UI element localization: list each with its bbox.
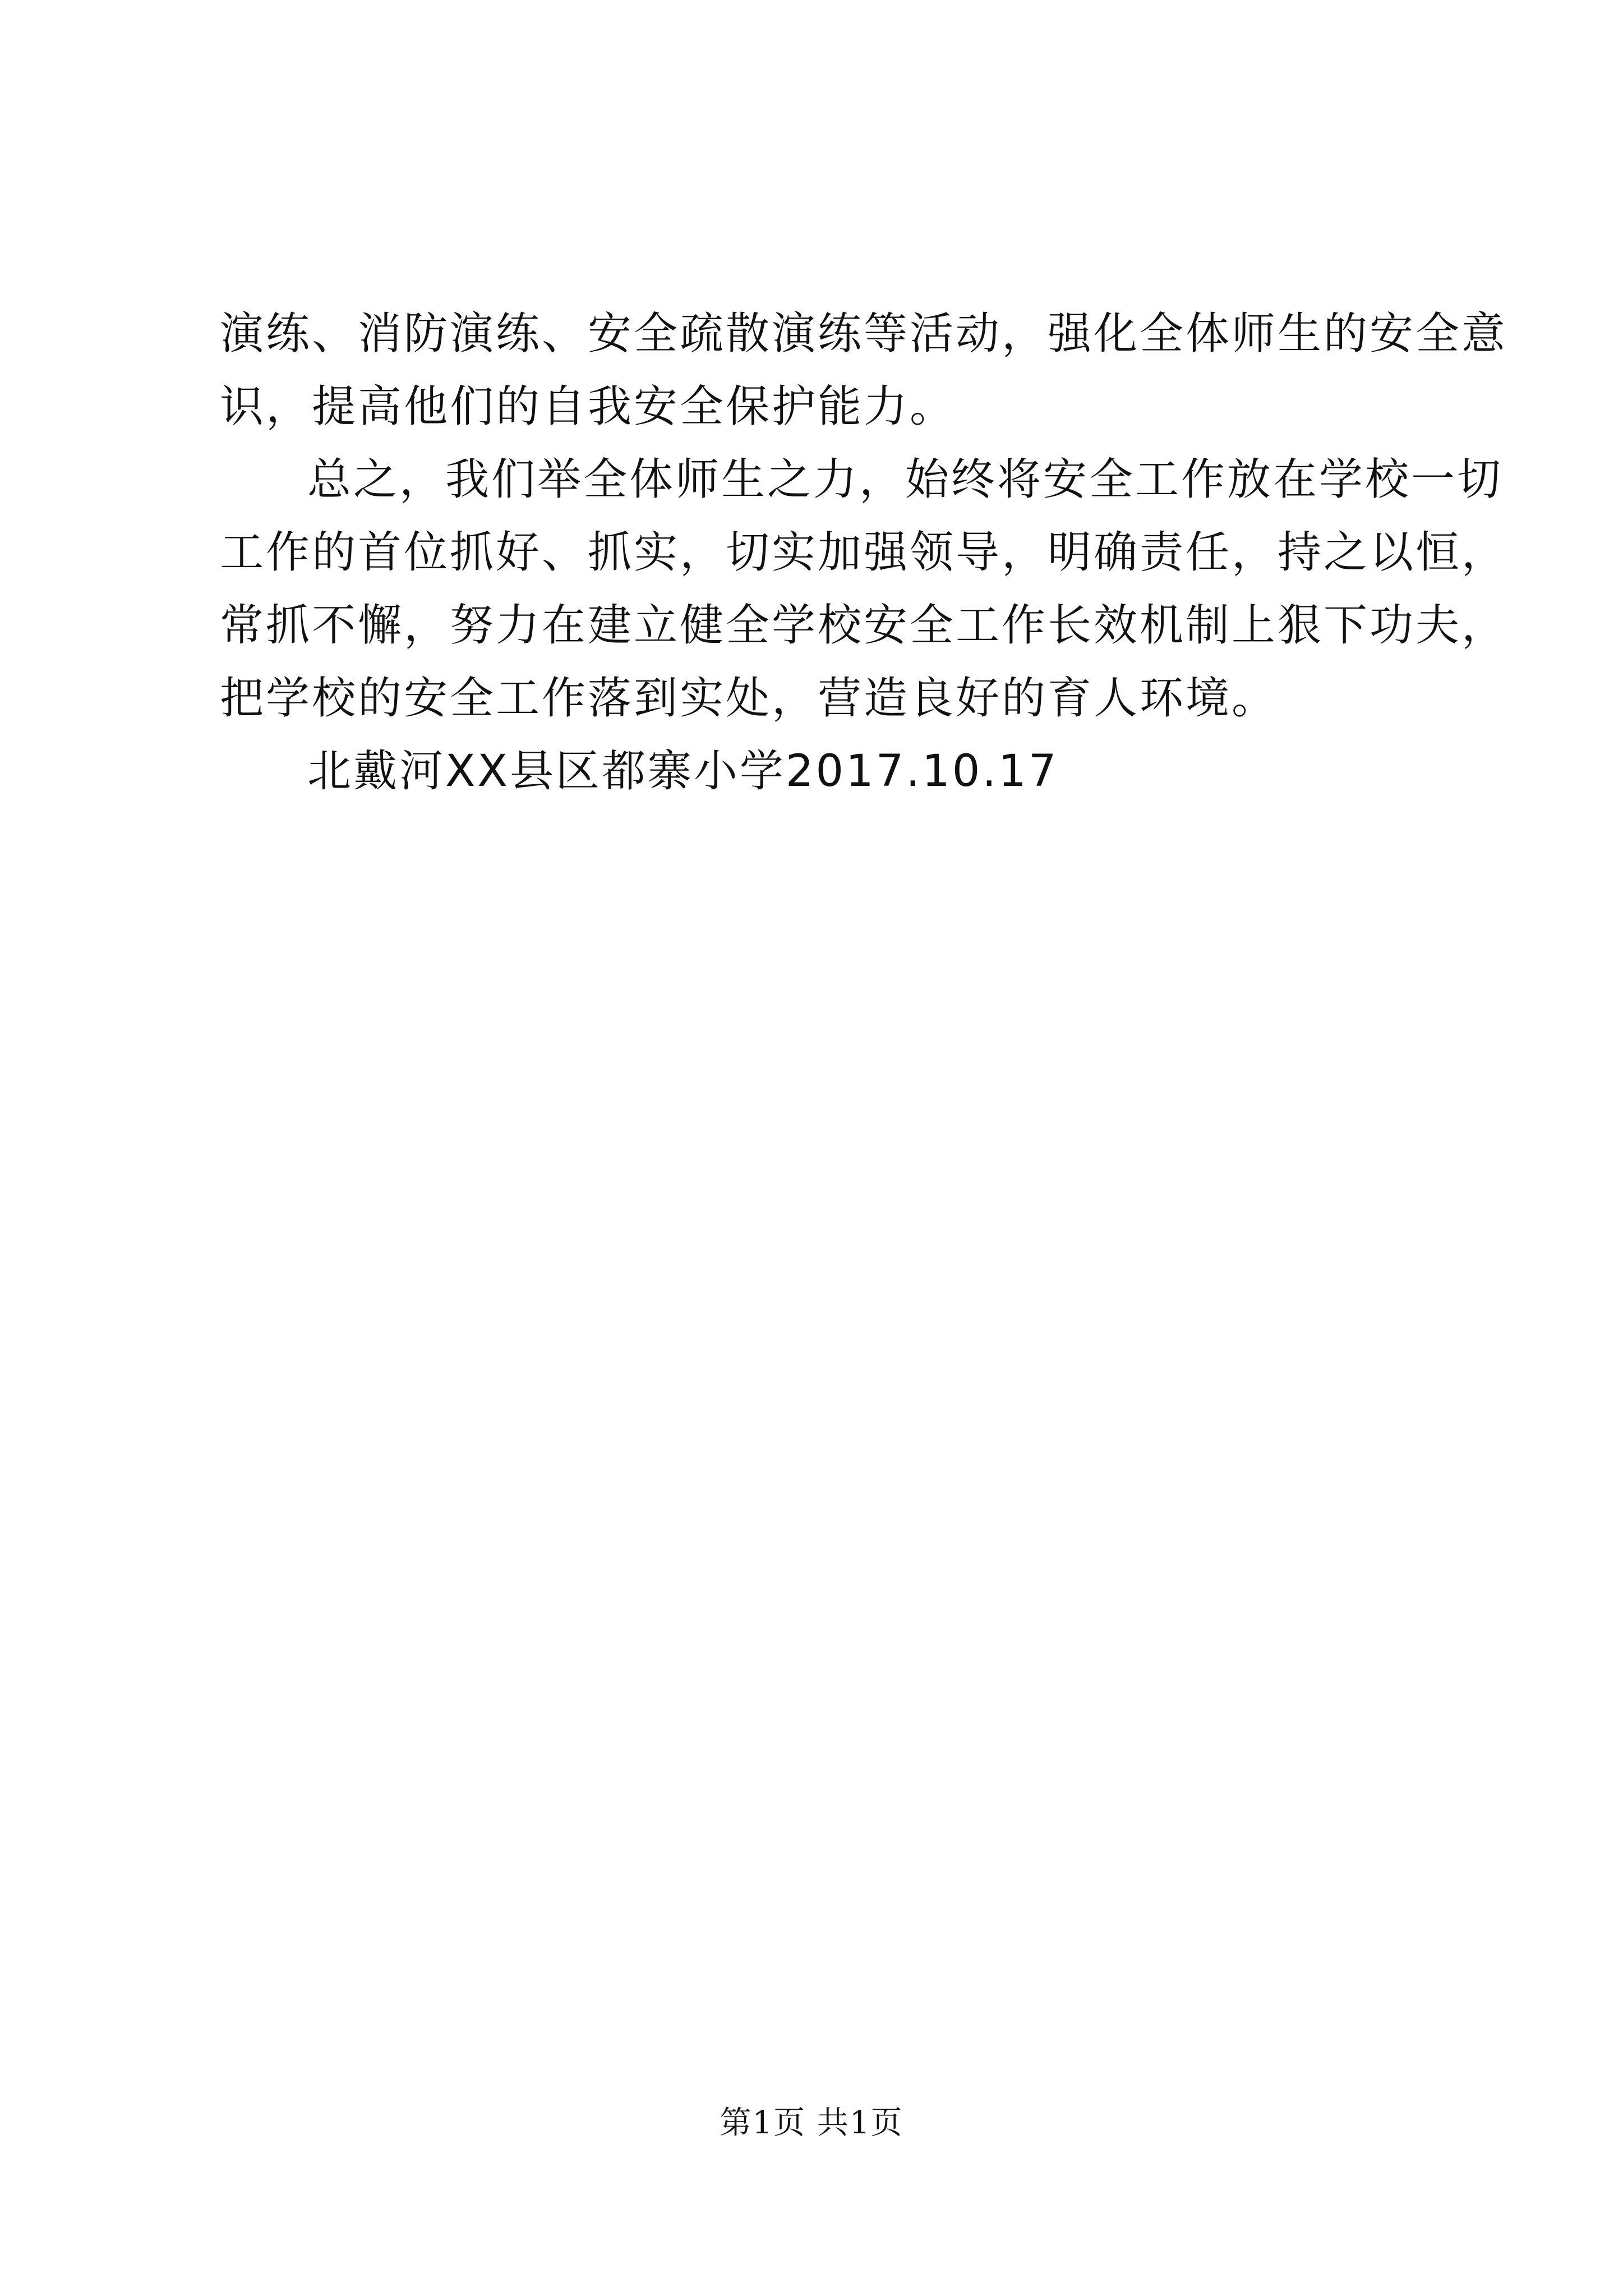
signature-line: 北戴河XX县区都寨小学2017.10.17 xyxy=(307,746,1059,797)
paragraph-line: 常抓不懈，努力在建立健全学校安全工作长效机制上狠下功夫， xyxy=(220,600,1508,651)
page-number-footer: 第1页 共1页 xyxy=(720,2105,903,2141)
paragraph-line: 总之，我们举全体师生之力，始终将安全工作放在学校一切 xyxy=(307,454,1504,505)
paragraph-line: 把学校的安全工作落到实处，营造良好的育人环境。 xyxy=(220,673,1278,724)
paragraph-line: 演练、消防演练、安全疏散演练等活动，强化全体师生的安全意 xyxy=(220,309,1508,359)
document-body xyxy=(220,297,1508,808)
paragraph-line: 识，提高他们的自我安全保护能力。 xyxy=(220,381,956,432)
paragraph-line: 工作的首位抓好、抓实，切实加强领导，明确责任，持之以恒， xyxy=(220,527,1508,578)
